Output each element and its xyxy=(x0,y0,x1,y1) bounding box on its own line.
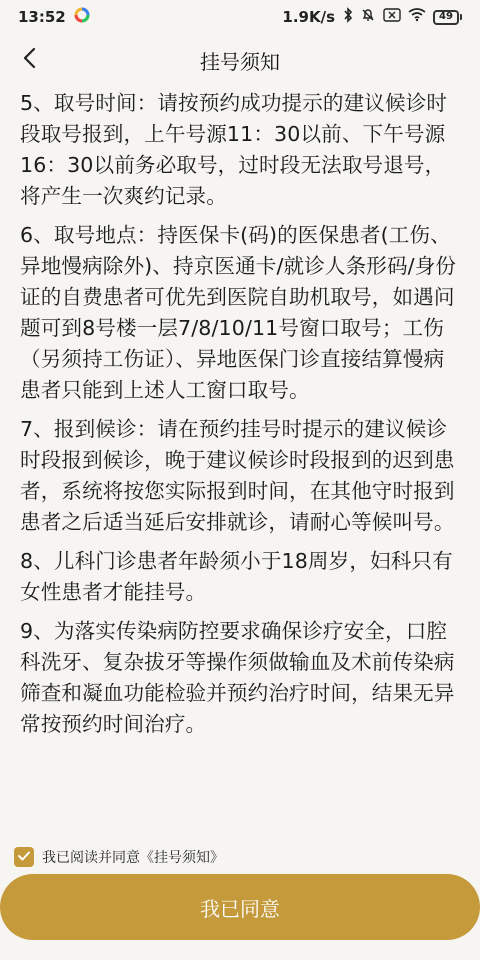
rule-paragraph-9: 9、为落实传染病防控要求确保诊疗安全，口腔科洗牙、复杂拔牙等操作须做输血及术前传染病筛查和凝血功能检验并预约治疗时间，结果无异常按预约时间治疗。 xyxy=(20,619,455,736)
navigation-bar xyxy=(0,34,480,88)
agree-button[interactable]: 我已同意 xyxy=(0,874,480,940)
agreement-row xyxy=(14,847,224,867)
rule-paragraph-6: 6、取号地点：持医保卡(码)的医保患者(工伤、异地慢病除外)、持京医通卡/就诊人条形码/身份证的自费患者可优先到医院自助机取号，如遇问题可到8号楼一层7/8/10/11号窗口取号；工伤（另须持工伤证）、异地医保门诊直接结算慢病患者只能到上述人工窗口取号。 xyxy=(20,223,457,402)
mute-icon xyxy=(360,7,376,27)
colorful-app-icon xyxy=(74,7,90,27)
battery-level: 49 xyxy=(433,10,459,25)
rule-paragraph-7: 7、报到候诊：请在预约挂号时提示的建议候诊时段报到候诊，晚于建议候诊时段报到的迟到患者，系统将按您实际报到时间，在其他守时报到患者之后适当延后安排就诊，请耐心等候叫号。 xyxy=(20,417,455,534)
agreement-label[interactable]: 我已阅读并同意《挂号须知》 xyxy=(42,850,224,866)
status-icons xyxy=(343,7,462,27)
sim-icon xyxy=(383,8,401,26)
status-bar xyxy=(0,0,480,34)
battery-cap xyxy=(460,14,462,20)
status-right xyxy=(282,7,462,27)
rule-paragraph-8: 8、儿科门诊患者年龄须小于18周岁，妇科只有女性患者才能挂号。 xyxy=(20,549,453,604)
status-time: 13:52 xyxy=(18,8,66,26)
network-speed: 1.9K/s xyxy=(282,8,335,26)
wifi-icon xyxy=(408,8,426,26)
page-title: 挂号须知 xyxy=(200,50,280,74)
rule-paragraph-5: 5、取号时间：请按预约成功提示的建议候诊时段取号报到，上午号源11：30以前、下午号源16：30以前务必取号，过时段无法取号退号，将产生一次爽约记录。 xyxy=(20,91,448,208)
rules-content[interactable] xyxy=(20,88,458,828)
status-left xyxy=(18,7,90,27)
check-icon xyxy=(17,848,31,867)
bluetooth-icon xyxy=(343,7,353,27)
agreement-checkbox[interactable] xyxy=(14,847,34,867)
battery-icon xyxy=(433,10,462,25)
